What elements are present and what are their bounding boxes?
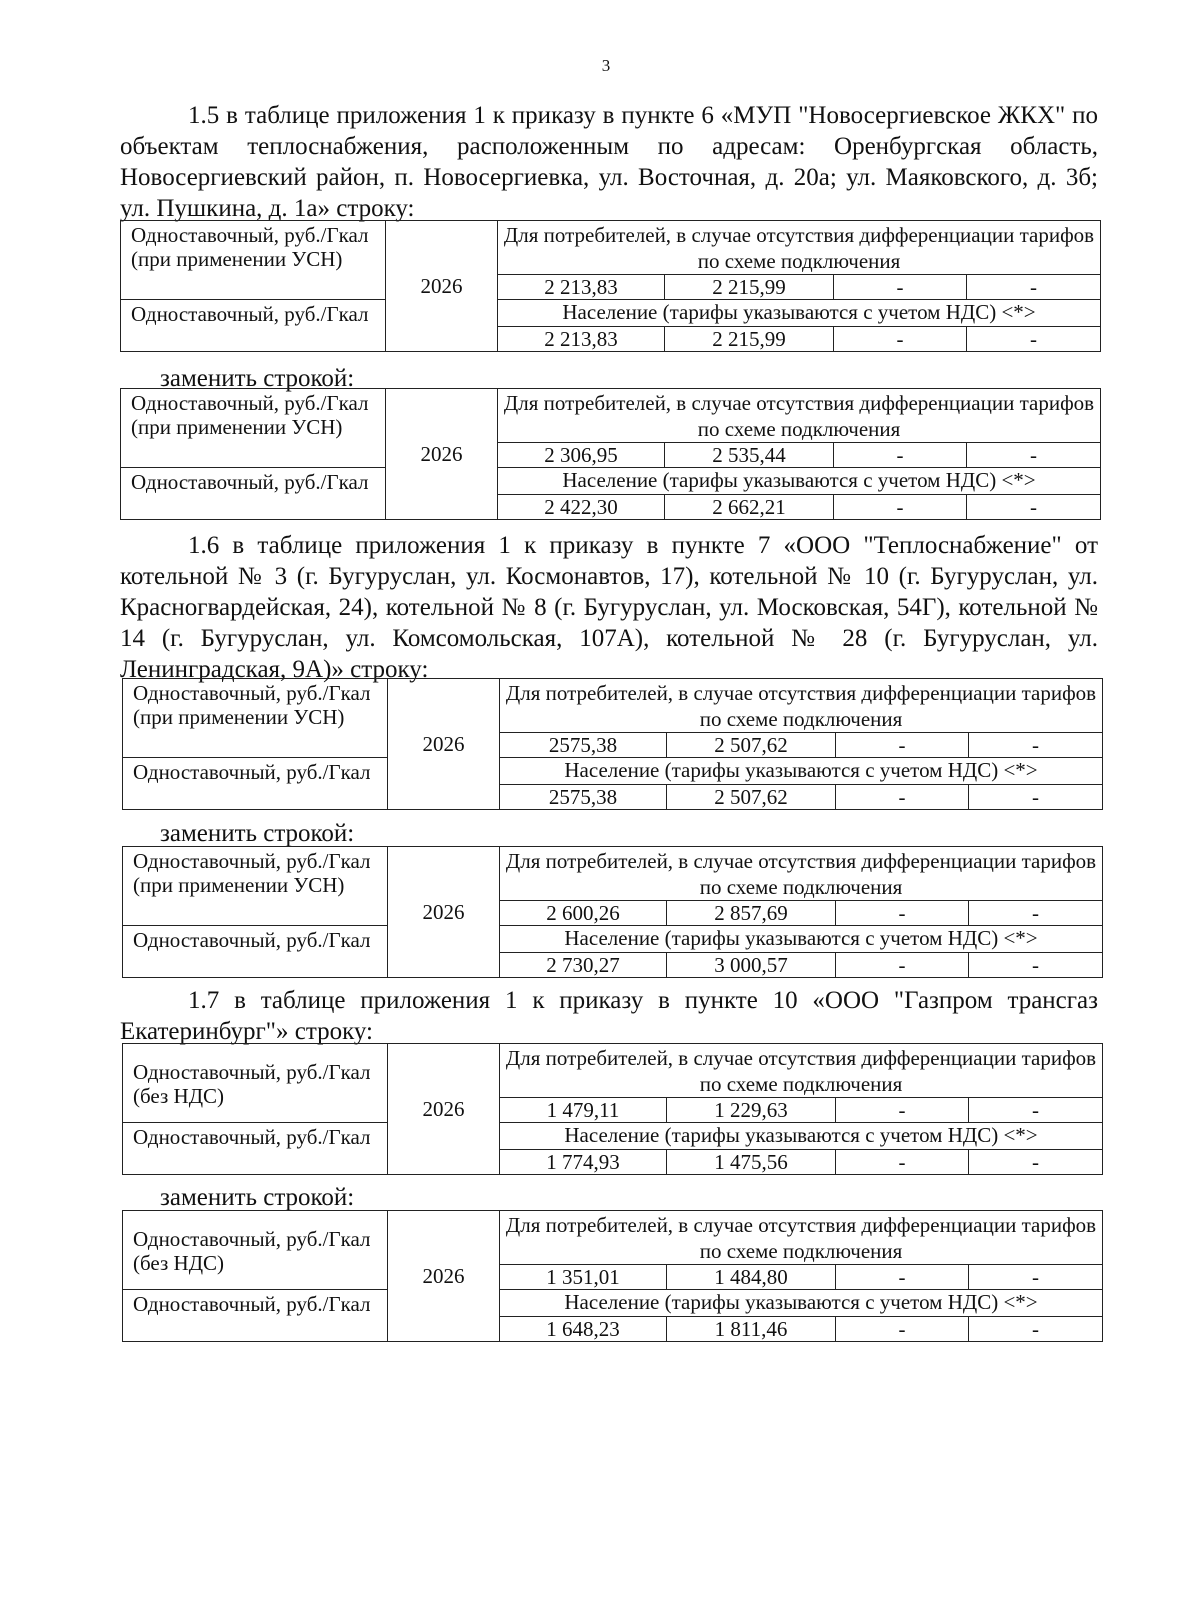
section-1-7-new-table	[122, 1210, 1103, 1342]
value-cell: -	[969, 733, 1103, 758]
value-cell: 2575,38	[500, 785, 667, 810]
value-cell: 2 535,44	[665, 443, 834, 468]
value-cell: -	[967, 275, 1101, 300]
value-cell: -	[967, 443, 1101, 468]
value-cell: -	[836, 1098, 969, 1123]
value-cell: 2 730,27	[500, 953, 667, 978]
value-cell: -	[836, 1150, 969, 1175]
year-cell: 2026	[386, 389, 498, 520]
tariff-label-usn: Одноставочный, руб./Гкал (при применении УСН)	[121, 221, 386, 300]
section-1-7-text: 1.7 в таблице приложения 1 к приказу в пункте 10 «ООО "Газпром трансгаз Екатеринбург"» строку:	[120, 987, 1098, 1045]
tariff-label: Одноставочный, руб./Гкал	[123, 926, 388, 978]
value-cell: 2 215,99	[665, 327, 834, 352]
population-header: Население (тарифы указываются с учетом НДС) <*>	[500, 1123, 1103, 1150]
value-cell: 2575,38	[500, 733, 667, 758]
year-cell: 2026	[388, 1044, 500, 1175]
value-cell: -	[967, 327, 1101, 352]
consumers-header: Для потребителей, в случае отсутствия дифференциации тарифов по схеме подключения	[500, 847, 1103, 901]
value-cell: -	[969, 1150, 1103, 1175]
value-cell: -	[836, 785, 969, 810]
population-header: Население (тарифы указываются с учетом НДС) <*>	[500, 926, 1103, 953]
value-cell: -	[969, 1265, 1103, 1290]
value-cell: -	[834, 275, 967, 300]
tariff-label-usn: Одноставочный, руб./Гкал (при применении УСН)	[123, 847, 388, 926]
tariff-label-usn: Одноставочный, руб./Гкал (при применении УСН)	[121, 389, 386, 468]
year-cell: 2026	[386, 221, 498, 352]
value-cell: -	[969, 953, 1103, 978]
consumers-header: Для потребителей, в случае отсутствия дифференциации тарифов по схеме подключения	[500, 1211, 1103, 1265]
value-cell: -	[834, 443, 967, 468]
section-1-6-old-table	[122, 678, 1103, 810]
value-cell: -	[836, 901, 969, 926]
value-cell: 1 475,56	[667, 1150, 836, 1175]
value-cell: -	[834, 495, 967, 520]
value-cell: 2 507,62	[667, 733, 836, 758]
tariff-label: Одноставочный, руб./Гкал	[121, 300, 386, 352]
year-cell: 2026	[388, 1211, 500, 1342]
tariff-label: Одноставочный, руб./Гкал	[123, 1123, 388, 1175]
section-1-6-new-table	[122, 846, 1103, 978]
value-cell: 1 774,93	[500, 1150, 667, 1175]
tariff-label: Одноставочный, руб./Гкал	[123, 1290, 388, 1342]
value-cell: 2 662,21	[665, 495, 834, 520]
consumers-header: Для потребителей, в случае отсутствия дифференциации тарифов по схеме подключения	[498, 221, 1101, 275]
population-header: Население (тарифы указываются с учетом НДС) <*>	[500, 758, 1103, 785]
tariff-label-no-vat: Одноставочный, руб./Гкал (без НДС)	[123, 1044, 388, 1123]
tariff-label-usn: Одноставочный, руб./Гкал (при применении УСН)	[123, 679, 388, 758]
value-cell: 2 213,83	[498, 327, 665, 352]
value-cell: 2 507,62	[667, 785, 836, 810]
value-cell: 1 811,46	[667, 1317, 836, 1342]
replace-label: заменить строкой:	[160, 820, 355, 847]
value-cell: -	[969, 901, 1103, 926]
section-1-5-old-table	[120, 220, 1101, 352]
value-cell: 2 422,30	[498, 495, 665, 520]
value-cell: 1 351,01	[500, 1265, 667, 1290]
population-header: Население (тарифы указываются с учетом НДС) <*>	[498, 468, 1101, 495]
consumers-header: Для потребителей, в случае отсутствия дифференциации тарифов по схеме подключения	[500, 679, 1103, 733]
tariff-label: Одноставочный, руб./Гкал	[123, 758, 388, 810]
replace-label: заменить строкой:	[160, 365, 355, 392]
value-cell: -	[969, 1317, 1103, 1342]
value-cell: -	[836, 953, 969, 978]
consumers-header: Для потребителей, в случае отсутствия дифференциации тарифов по схеме подключения	[500, 1044, 1103, 1098]
value-cell: -	[834, 327, 967, 352]
value-cell: 1 479,11	[500, 1098, 667, 1123]
page-number: 3	[601, 56, 611, 75]
section-1-7-old-table	[122, 1043, 1103, 1175]
tariff-label-no-vat: Одноставочный, руб./Гкал (без НДС)	[123, 1211, 388, 1290]
value-cell: -	[969, 785, 1103, 810]
value-cell: 2 215,99	[665, 275, 834, 300]
population-header: Население (тарифы указываются с учетом НДС) <*>	[500, 1290, 1103, 1317]
consumers-header: Для потребителей, в случае отсутствия дифференциации тарифов по схеме подключения	[498, 389, 1101, 443]
section-1-5-text: 1.5 в таблице приложения 1 к приказу в пункте 6 «МУП "Новосергиевское ЖКХ" по объектам теплоснабжения, расположенным по адресам: Оренбургская область, Новосергиевский район, п. Новосергиевка, ул. Восточная, д. 20а; ул. Маяковского, д. 3б; ул. Пушкина, д. 1а» строку:	[120, 102, 1098, 222]
value-cell: -	[967, 495, 1101, 520]
value-cell: 1 648,23	[500, 1317, 667, 1342]
value-cell: 2 857,69	[667, 901, 836, 926]
value-cell: -	[836, 1317, 969, 1342]
value-cell: 3 000,57	[667, 953, 836, 978]
section-1-5-new-table	[120, 388, 1101, 520]
year-cell: 2026	[388, 679, 500, 810]
value-cell: -	[836, 733, 969, 758]
value-cell: -	[969, 1098, 1103, 1123]
value-cell: 2 600,26	[500, 901, 667, 926]
value-cell: 2 213,83	[498, 275, 665, 300]
population-header: Население (тарифы указываются с учетом НДС) <*>	[498, 300, 1101, 327]
value-cell: -	[836, 1265, 969, 1290]
replace-label: заменить строкой:	[160, 1184, 355, 1211]
value-cell: 2 306,95	[498, 443, 665, 468]
value-cell: 1 229,63	[667, 1098, 836, 1123]
value-cell: 1 484,80	[667, 1265, 836, 1290]
year-cell: 2026	[388, 847, 500, 978]
section-1-6-text: 1.6 в таблице приложения 1 к приказу в пункте 7 «ООО "Теплоснабжение" от котельной № 3 (г. Бугуруслан, ул. Космонавтов, 17), котельной № 10 (г. Бугуруслан, ул. Красногвардейская, 24), котельной № 8 (г. Бугуруслан, ул. Московская, 54Г), котельной № 14 (г. Бугуруслан, ул. Комсомольская, 107А), котельной № 28 (г. Бугуруслан, ул. Ленинградская, 9А)» строку:	[120, 532, 1098, 683]
tariff-label: Одноставочный, руб./Гкал	[121, 468, 386, 520]
